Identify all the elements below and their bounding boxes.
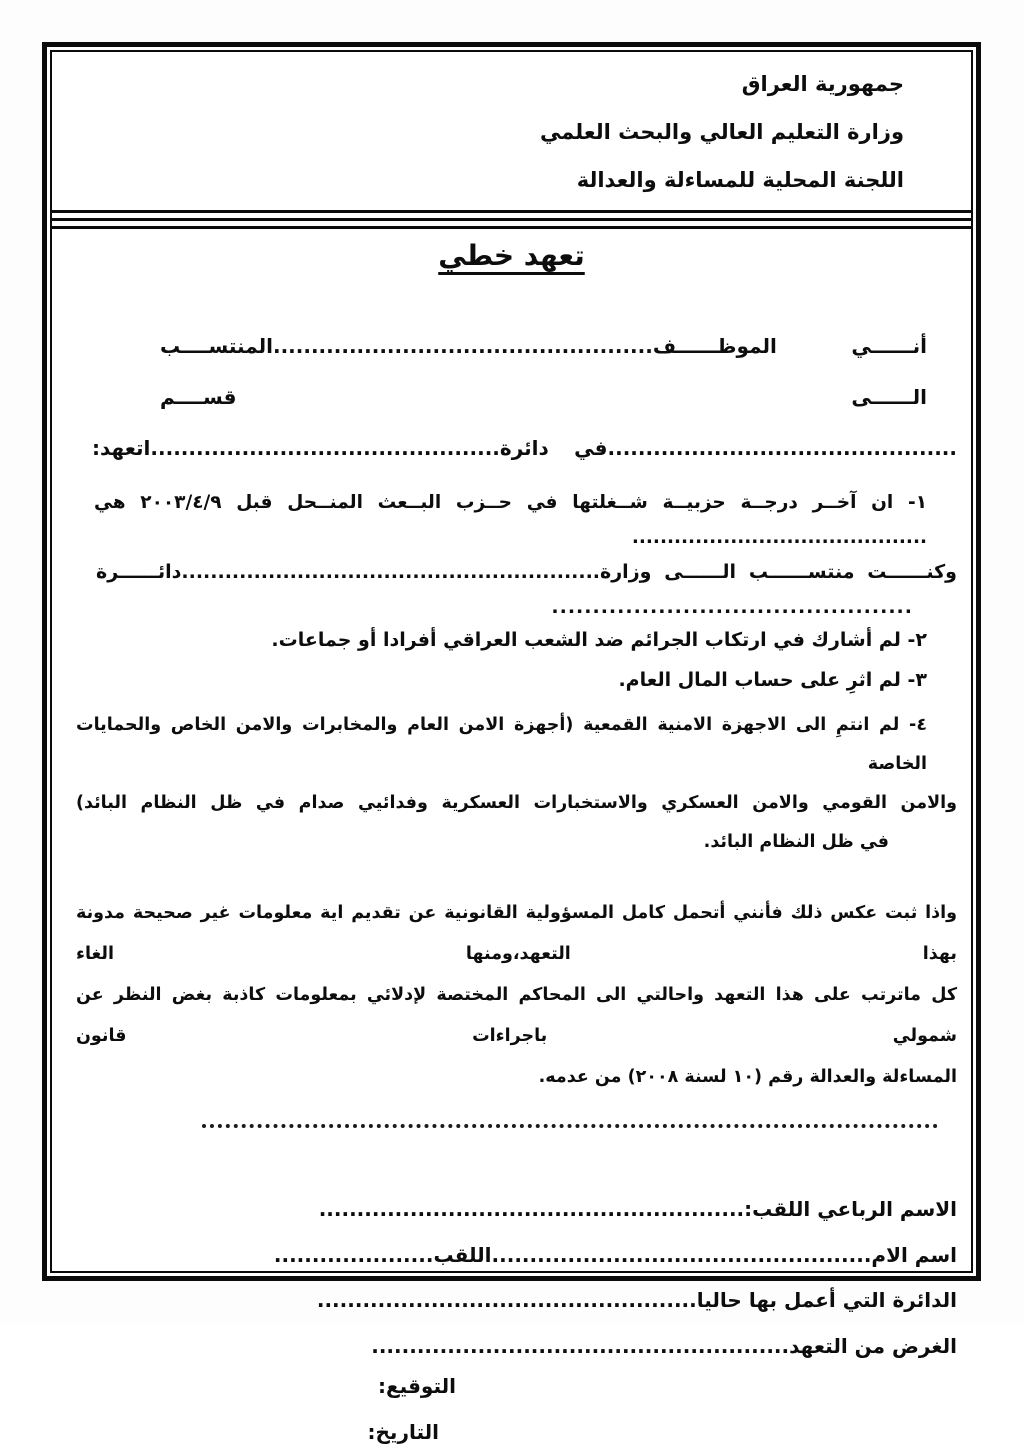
legal-disclaimer-paragraph [52,893,971,1098]
rule-line [52,210,971,213]
pledge-item-4 [52,706,971,862]
date-label: التاريخ: [367,1420,439,1444]
document-title: تعهد خطي [438,239,585,272]
triple-rule [52,210,971,229]
personal-fields [52,1187,971,1369]
signature-label: التوقيع: [378,1374,456,1398]
pledge-item-2: ٢- لم أشارك في ارتكاب الجرائم ضد الشعب العراقي أفرادا أو جماعات. [271,629,927,651]
legal-line-3: المساءلة والعدالة رقم (١٠ لسنة ٢٠٠٨) من عدمه. [538,1067,957,1087]
pledge-item-1-line-2: وكنــــــت منتســــــب الــــــى وزارة..........................................................دائــــــرة [96,561,957,583]
legal-line-2: كل ماترتب على هذا التعهد واحالتي الى المحاكم المختصة لإدلائي بمعلومات كاذبة بغض النظر عن شمولي باجراءات قانون [76,985,957,1046]
pledge-item-4-line-1: ٤- لم انتمِ الى الاجهزة الامنية القمعية (أجهزة الامن العام والمخابرات والامن الخاص والحمايات الخاصة [76,715,927,774]
pledge-item-3: ٣- لم اثرِ على حساب المال العام. [618,669,927,691]
letterhead-ministry: وزارة التعليم العالي والبحث العلمي [539,120,904,144]
field-full-name: الاسم الرباعي اللقب:........................................................ [318,1197,957,1221]
field-current-department: الدائرة التي أعمل بها حاليا.................................................. [316,1288,957,1312]
legal-line-1: واذا ثبت عكس ذلك فأنني أتحمل كامل المسؤولية القانونية عن تقديم اية معلومات غير صحيحة مدونة بهذا التعهد،ومنها الغاء [76,903,957,964]
pledge-item-1-blank-line: ............................................ [551,596,913,618]
pledge-item-4-line-2: والامن القومي والامن العسكري والاستخبارات العسكرية وفدائيي صدام في ظل النظام البائد) [76,793,957,813]
intro-line-1: أنــــــي الموظــــــف..................................................المنتســــب الــــــى قســــم [160,334,927,409]
rule-line [52,226,971,229]
letterhead [52,52,971,204]
dotted-blank-line [202,1124,938,1128]
letterhead-country: جمهورية العراق [741,72,904,96]
page-frame-inner [50,50,973,1444]
letterhead-committee: اللجنة المحلية للمساءلة والعدالة [576,168,904,192]
pledge-item-1-line-1: ١- ان آخــر درجــة حزبيــة شــغلتها في حــزب البــعث المنــحل قبل ٢٠٠٣/٤/٩ هي .......................................... [94,492,927,548]
intro-line-2: ..............................................في دائرة..............................................اتعهد: [92,436,957,460]
pledge-item-4-line-3: في ظل النظام البائد. [703,832,889,852]
page-frame-outer [42,42,981,1444]
rule-line [52,218,971,221]
field-pledge-purpose: الغرض من التعهد....................................................... [371,1333,957,1358]
field-mother-name: اسم الام..................................................اللقب..................... [273,1242,957,1267]
intro-paragraph [52,321,971,474]
pledge-item-1 [52,485,971,625]
